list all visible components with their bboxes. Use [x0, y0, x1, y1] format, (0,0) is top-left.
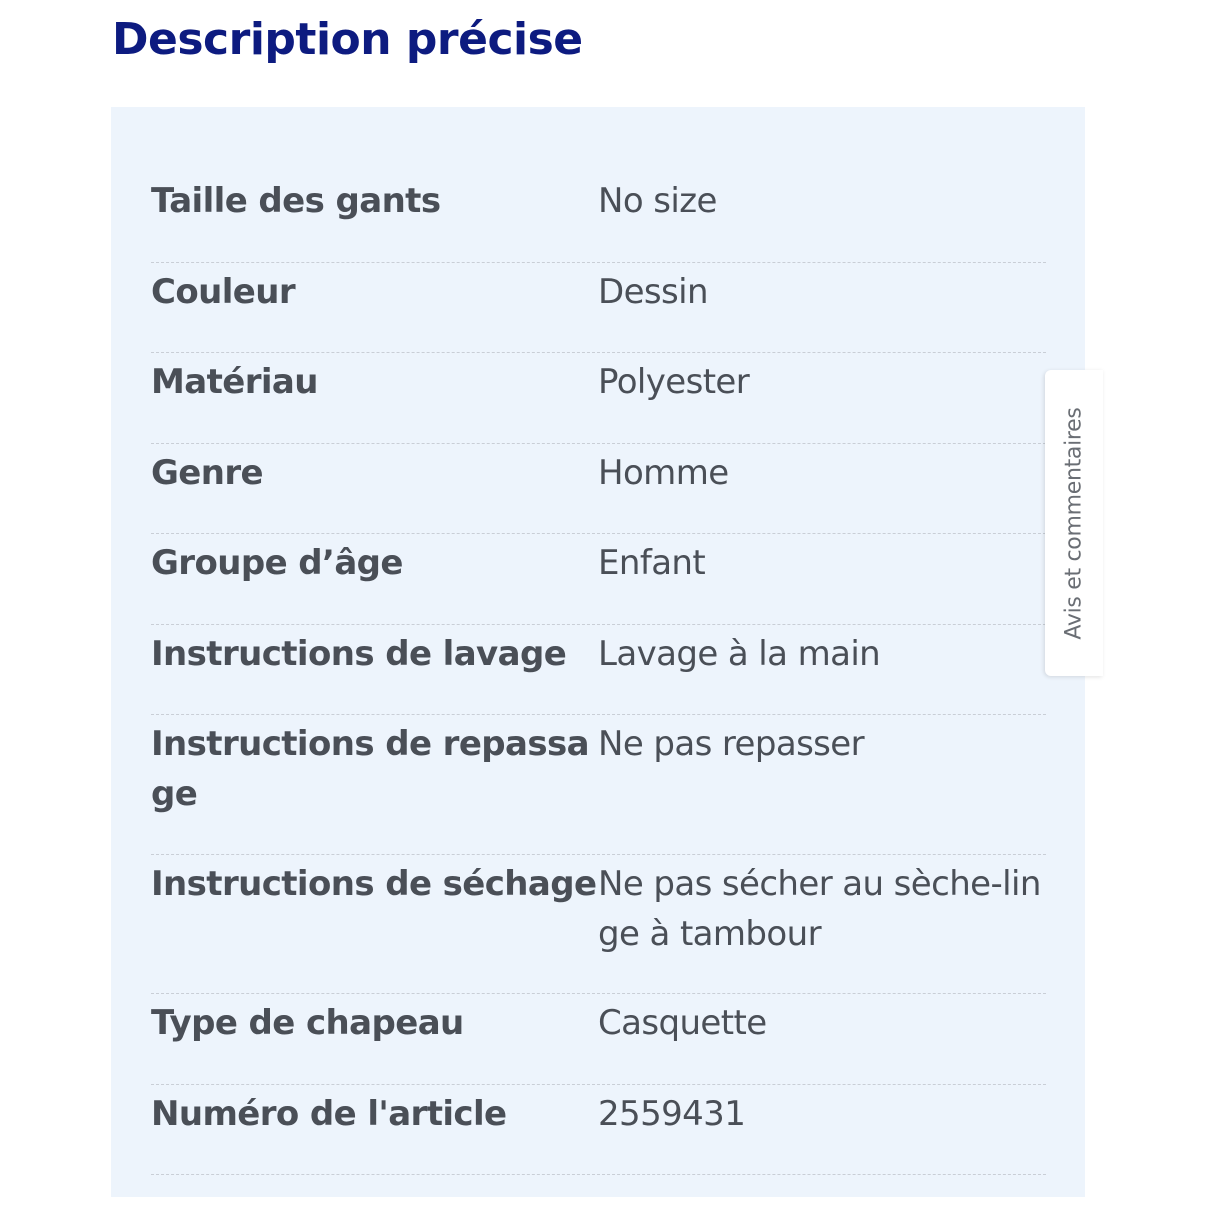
spec-row-material: [151, 353, 1046, 444]
spec-row-glove-size: [151, 172, 1046, 263]
spec-label: Numéro de l'article: [151, 1093, 507, 1134]
reviews-side-tab[interactable]: [1045, 370, 1103, 676]
spec-row-article-number: [151, 1085, 1046, 1176]
spec-label: Matériau: [151, 362, 318, 402]
spec-label: Instructions de lavage: [151, 633, 567, 674]
spec-row-ironing-instructions: [151, 715, 1046, 855]
reviews-side-tab-label: Avis et commentaires: [1061, 406, 1087, 640]
spec-value: 2559431: [598, 1093, 746, 1134]
spec-value: Ne pas repasser: [598, 724, 864, 764]
spec-value: Ne pas sécher au sèche-linge à tambour: [598, 863, 1041, 954]
spec-label: Genre: [151, 452, 263, 493]
spec-row-hat-type: [151, 994, 1046, 1085]
spec-value: Casquette: [598, 1003, 767, 1043]
spec-row-gender: [151, 444, 1046, 535]
spec-value: Homme: [598, 452, 729, 493]
spec-label: Type de chapeau: [151, 1003, 464, 1043]
spec-value: Enfant: [598, 543, 706, 583]
spec-label: Groupe d’âge: [151, 543, 403, 583]
spec-value: No size: [598, 181, 717, 221]
spec-label: Instructions de repassage: [151, 724, 589, 814]
spec-row-drying-instructions: [151, 855, 1046, 995]
spec-value: Polyester: [598, 362, 750, 402]
spec-label: Instructions de séchage: [151, 863, 597, 904]
spec-value: Dessin: [598, 271, 708, 312]
page-title: Description précise: [112, 14, 583, 65]
spec-row-washing-instructions: [151, 625, 1046, 716]
spec-row-age-group: [151, 534, 1046, 625]
spec-value: Lavage à la main: [598, 633, 881, 674]
specifications-table: [151, 172, 1046, 1175]
specifications-panel: [111, 107, 1085, 1197]
spec-label: Taille des gants: [151, 181, 441, 221]
spec-row-color: [151, 263, 1046, 354]
spec-label: Couleur: [151, 271, 296, 312]
